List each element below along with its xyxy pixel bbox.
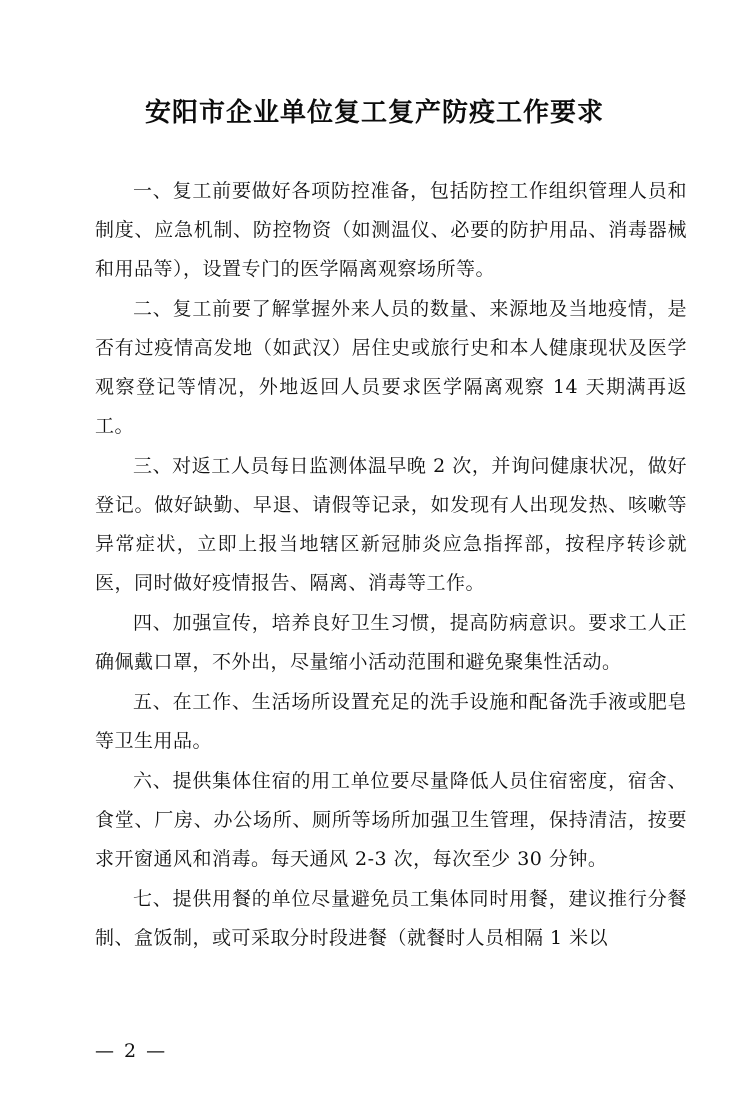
paragraph-4: 四、加强宣传，培养良好卫生习惯，提高防病意识。要求工人正确佩戴口罩，不外出，尽量缩小活动范围和避免聚集性活动。 <box>95 612 687 673</box>
paragraph-5: 五、在工作、生活场所设置充足的洗手设施和配备洗手液或肥皂等卫生用品。 <box>95 691 687 752</box>
paragraph-7: 七、提供用餐的单位尽量避免员工集体同时用餐，建议推行分餐制、盒饭制，或可采取分时段进餐（就餐时人员相隔 1 米以 <box>95 888 687 949</box>
paragraph-3: 三、对返工人员每日监测体温早晚 2 次，并询问健康状况，做好登记。做好缺勤、早退、请假等记录，如发现有人出现发热、咳嗽等异常症状，立即上报当地辖区新冠肺炎应急指挥部，按程序转诊就医，同时做好疫情报告、隔离、消毒等工作。 <box>95 455 687 594</box>
document-body <box>95 172 687 959</box>
paragraph-1: 一、复工前要做好各项防控准备，包括防控工作组织管理人员和制度、应急机制、防控物资（如测温仪、必要的防护用品、消毒器械和用品等），设置专门的医学隔离观察场所等。 <box>95 180 687 280</box>
page-number: — 2 — <box>95 1040 168 1062</box>
paragraph-2: 二、复工前要了解掌握外来人员的数量、来源地及当地疫情，是否有过疫情高发地（如武汉）居住史或旅行史和本人健康现状及医学观察登记等情况，外地返回人员要求医学隔离观察 14 天期满再返工。 <box>95 298 687 437</box>
document-title: 安阳市企业单位复工复产防疫工作要求 <box>144 98 604 128</box>
paragraph-6: 六、提供集体住宿的用工单位要尽量降低人员住宿密度，宿舍、食堂、厂房、办公场所、厕所等场所加强卫生管理，保持清洁，按要求开窗通风和消毒。每天通风 2-3 次，每次至少 30 分钟。 <box>95 770 687 870</box>
